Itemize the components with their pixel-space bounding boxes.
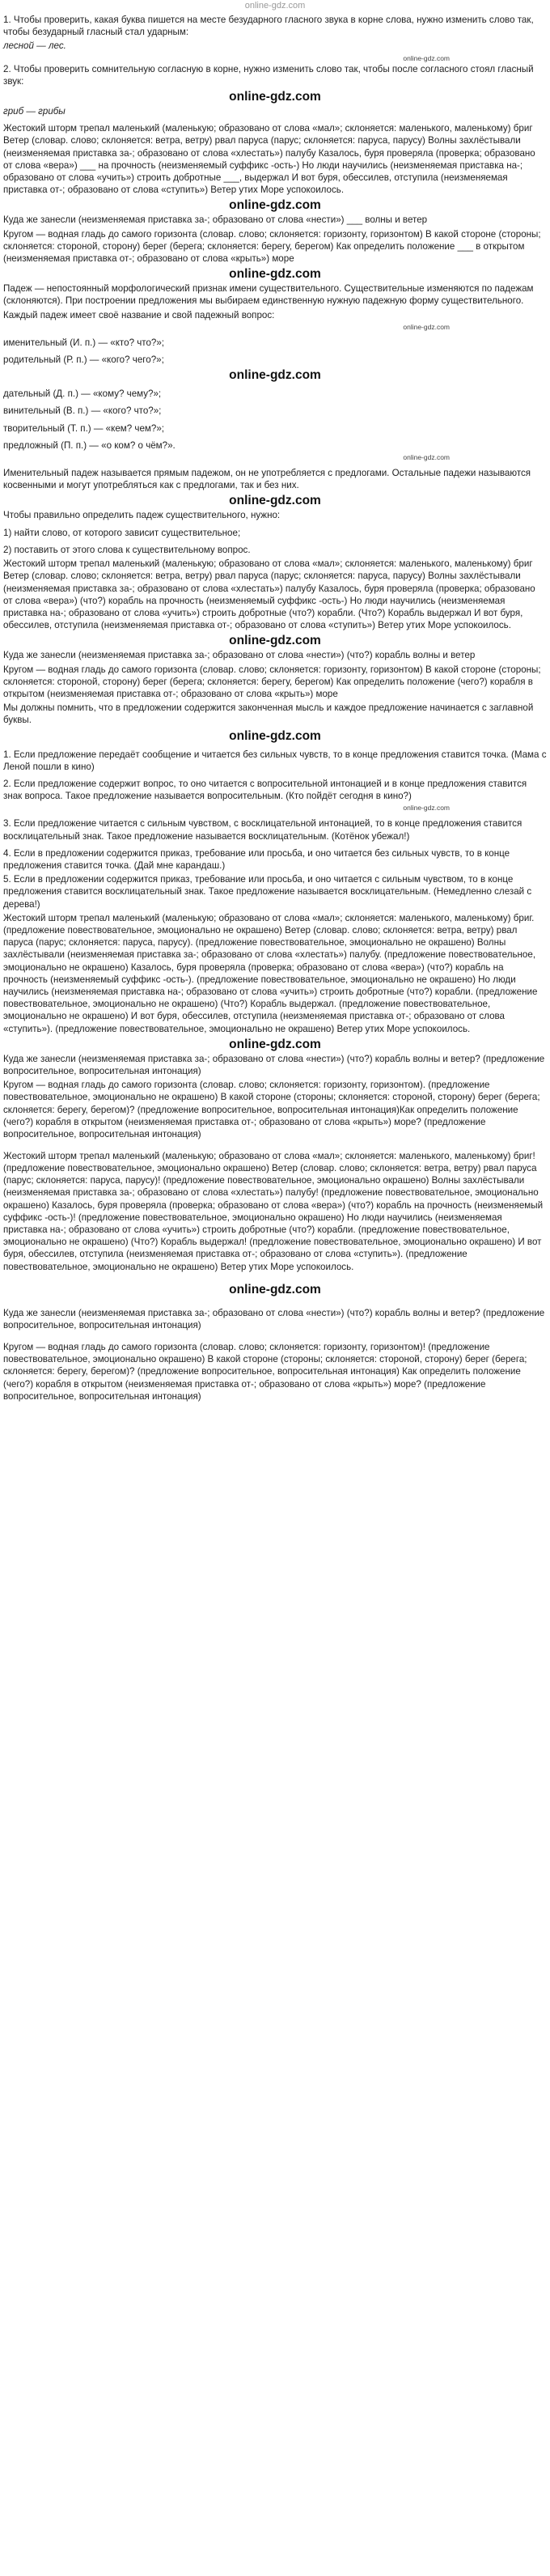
case-item: именительный (И. п.) — «кто? что?»; (3, 337, 165, 348)
exercise-text-8: Куда же занесли (неизменяемая приставка за-; образовано от слова «нести») (что?) корабль волны и ветер? (предложение вопросительное, вопросительная интонация) (3, 1053, 545, 1076)
rule-2-text: 2. Чтобы проверить сомнительную согласную в корне, нужно изменить слово так, чтобы после согласного стоял гласный звук: (3, 63, 534, 87)
sentence-rule: 2. Если предложение содержит вопрос, то оно читается с вопросительной интонацией и в конце предложения ставится знак вопроса. Такое предложение называется вопросительным. (Кто пойдёт сегодня в кино?) (3, 778, 527, 802)
exercise-text-5: Куда же занесли (неизменяемая приставка за-; образовано от слова «нести») (что?) корабль волны и ветер (3, 650, 476, 661)
theory-sentences: Мы должны помнить, что в предложении содержится законченная мысль и каждое предложение начинается с заглавной буквы. (3, 702, 534, 726)
exercise-text-2: Куда же занесли (неизменяемая приставка за-; образовано от слова «нести») ___ волны и ветер (3, 214, 428, 226)
watermark-small: online-gdz.com (403, 322, 450, 331)
case-item: предложный (П. п.) — «о ком? о чём?». (3, 439, 176, 451)
sentence-rule: 1. Если предложение передаёт сообщение и читается без сильных чувств, то в конце предложения ставится точка. (Мама с Леной пошли в кино) (3, 749, 547, 772)
watermark: online-gdz.com (229, 494, 321, 508)
step-item: 2) поставить от этого слова к существительному вопрос. (3, 544, 251, 555)
site-header: online-gdz.com (244, 1, 306, 11)
document-body (0, 14, 550, 1140)
exercise-text-4: Жестокий шторм трепал маленький (маленькую; образовано от слова «мал»; склоняется: маленького, маленькому) бриг Ветер (словар. слово; склоняется: ветра, ветру) рвал паруса (парус; склоняется: паруса, парусу) Волны захлёстывали (неизменяемая приставка за-; образовано от слова «хлестать») палубу Казалось, буря проверяла (проверка; образовано от слова «вера») (что?) корабль на прочность (неизменяемый суффикс -ость-) Но люди научились (неизменяемая приставка на-; образовано от слова «учить») строить добротные (что?) корабли. (Что?) Корабль выдержал И вот буря, обессилев, отступила (неизменяемая приставка от-; образовано от слова «ступить») Ветер утих Море успокоилось. (3, 558, 535, 631)
watermark: online-gdz.com (229, 90, 321, 104)
theory-direct-case: Именительный падеж называется прямым падежом, он не употребляется с предлогами. Остальные падежи называются косвенными и могут употребляться как с предлогами, так и без них. (3, 468, 531, 491)
highlighted-answer-background (0, 2151, 550, 2576)
rule-1-text: 1. Чтобы проверить, какая буква пишется на месте безударного гласного звука в корне слова, нужно изменить слово так, чтобы безударный гласный стал ударным: (3, 15, 534, 38)
watermark-small: online-gdz.com (403, 53, 450, 62)
sentence-rule: 5. Если в предложении содержится приказ, требование или просьба, и оно читается с сильным чувством, то в конце предложения ставится восклицательный знак. Такое предложение называется восклицательным. (Немедленно слезай с дерева!) (3, 874, 532, 910)
exercise-text-3: Кругом — водная гладь до самого горизонта (словар. слово; склоняется: горизонту, горизонтом) В какой стороне (стороны; склоняется: стороной, сторону) берег (берега; склоняется: берегу, берегом) Как определить положение ___ в открытом (неизменяемая приставка от-; образовано от слова «крыть») море (3, 228, 541, 265)
case-item: творительный (Т. п.) — «кем? чем?»; (3, 422, 165, 434)
exercise-text-6: Кругом — водная гладь до самого горизонта (словар. слово; склоняется: горизонту, горизонтом) В какой стороне (стороны; склоняется: стороной, сторону) берег (берега; склоняется: берегу, берегом) Как определить положение (чего?) корабля в открытом (неизменяемая приставка от-; образовано от слова «крыть») море (3, 664, 541, 699)
theory-padezh: Падеж — непостоянный морфологический признак имени существительного. Существительные изменяются по падежам (склоняются). При построении предложения мы выбираем единственную нужную падежную форму существительного. (3, 283, 534, 307)
exercise-text-1: Жестокий шторм трепал маленький (маленькую; образовано от слова «мал»; склоняется: маленького, маленькому) бриг Ветер (словар. слово; склоняется: ветра, ветру) рвал паруса (парус; склоняется: паруса, парусу) Волны захлёстывали (неизменяемая приставка за-; образовано от слова «хлестать») палубу Казалось, буря проверяла (проверка; образовано от слова «вера») ___ на прочность (неизменяемый суффикс -ость-) Но люди научились (неизменяемая приставка на-; образовано от слова «учить») строить добротные ___, выдержал И вот буря, обессилев, отступила (неизменяемая приставка от-; образовано от слова «ступить») Ветер утих Море успокоилось. (3, 123, 535, 196)
case-item: дательный (Д. п.) — «кому? чему?»; (3, 388, 162, 400)
theory-steps-intro: Чтобы правильно определить падеж существительного, нужно: (3, 510, 281, 521)
watermark: online-gdz.com (229, 267, 321, 282)
watermark: online-gdz.com (229, 1037, 321, 1051)
exercise-text-9: Кругом — водная гладь до самого горизонта (словар. слово; склоняется: горизонту, горизонтом). (предложение повествовательное, эмоционально не окрашено) В какой стороне (стороны; склоняется: стороной, сторону) берег (берега; склоняется: берегу, берегом)? (предложение вопросительное, вопросительная интонация)Как определить положение (чего?) корабля в открытом (неизменяемая приставка от-; образовано от слова «крыть») море? (предложение вопросительное, вопросительная интонация) (3, 1080, 540, 1140)
watermark-small: online-gdz.com (403, 453, 450, 462)
answer-text-1: Жестокий шторм трепал маленький (маленькую; образовано от слова «мал»; склоняется: маленького, маленькому) бриг! (предложение повествовательное, эмоционально окрашено) Ветер (словар. слово; склоняется: ветра, ветру) рвал паруса (парус; склоняется: паруса, парусу)! (предложение повествовательное, эмоционально окрашено) Волны захлёстывали (неизменяемая приставка за-; образовано от слова «хлестать») палубу! (предложение повествовательное, эмоционально окрашено) Казалось, буря проверяла (проверка; образовано от слова «вера») (что?) корабль на прочность (неизменяемый суффикс -ость-)! (предложение повествовательное, эмоционально окрашено) Но люди научились (неизменяемая приставка на-; образовано от слова «учить») строить добротные (что?) корабли. (предложение повествовательное, эмоционально не окрашено) (Что?) Корабль выдержал! (предложение повествовательное, эмоционально окрашено) И вот буря, обессилев, отступила (неизменяемая приставка от-; образовано от слова «ступить»). (предложение повествовательное, эмоционально не окрашено) Ветер утих Море успокоилось. (3, 1150, 544, 1272)
rule-1-example: лесной — лес. (3, 40, 66, 52)
highlighted-answer (0, 1150, 550, 1403)
answer-text-3: Кругом — водная гладь до самого горизонта (словар. слово; склоняется: горизонту, горизонтом)! (предложение повествовательное, эмоционально окрашено) В какой стороне (стороны; склоняется: стороной, сторону) берег (берега; склоняется: берегу, берегом)? (предложение вопросительное, вопросительная интонация) Как определить положение (чего?) корабля в открытом (неизменяемая приставка от-; образовано от слова «крыть») море? (предложение вопросительное, вопросительная интонация) (3, 1342, 527, 1402)
answer-text-2: Куда же занесли (неизменяемая приставка за-; образовано от слова «нести») (что?) корабль волны и ветер? (предложение вопросительное, вопросительная интонация) (3, 1308, 545, 1331)
watermark: online-gdz.com (229, 198, 321, 213)
watermark: online-gdz.com (229, 368, 321, 383)
rule-2-example: гриб — грибы (3, 106, 66, 117)
watermark: online-gdz.com (229, 1283, 321, 1297)
exercise-text-7: Жестокий шторм трепал маленький (маленькую; образовано от слова «мал»; склоняется: маленького, маленькому) бриг. (предложение повествовательное, эмоционально не окрашено) Ветер (словар. слово; склоняется: ветра, ветру) рвал паруса (парус; склоняется: паруса, парусу). (предложение повествовательное, эмоционально не окрашено) Волны захлёстывали (неизменяемая приставка за-; образовано от слова «хлестать») палубу. (предложение повествовательное, эмоционально не окрашено) Казалось, буря проверяла (проверка; образовано от слова «вера») (что?) корабль на прочность (неизменяемый суффикс -ость-). (предложение повествовательное, эмоционально не окрашено) Но люди научились (неизменяемая приставка на-; образовано от слова «учить») строить добротные (что?) корабли. (предложение повествовательное, эмоционально не окрашено) (Что?) Корабль выдержал. (предложение повествовательное, эмоционально не окрашено) И вот буря, обессилев, отступила (неизменяемая приставка от-; образовано от слова «ступить»). (предложение повествовательное, эмоционально не окрашено) Ветер утих Море успокоилось. (3, 912, 538, 1034)
theory-cases-intro: Каждый падеж имеет своё название и свой падежный вопрос: (3, 309, 275, 320)
watermark: online-gdz.com (229, 728, 321, 743)
case-item: родительный (Р. п.) — «кого? чего?»; (3, 354, 164, 366)
step-item: 1) найти слово, от которого зависит существительное; (3, 527, 241, 538)
case-item: винительный (В. п.) — «кого? что?»; (3, 405, 162, 417)
watermark-small: online-gdz.com (403, 804, 450, 813)
sentence-rule: 3. Если предложение читается с сильным чувством, с восклицательной интонацией, то в конце предложения ставится восклицательный знак. Такое предложение называется восклицательным. (Котёнок убежал!) (3, 818, 522, 842)
watermark: online-gdz.com (229, 634, 321, 648)
sentence-rule: 4. Если в предложении содержится приказ, требование или просьба, и оно читается без сильных чувств, то в конце предложения ставится точка. (Дай мне карандаш.) (3, 847, 510, 871)
